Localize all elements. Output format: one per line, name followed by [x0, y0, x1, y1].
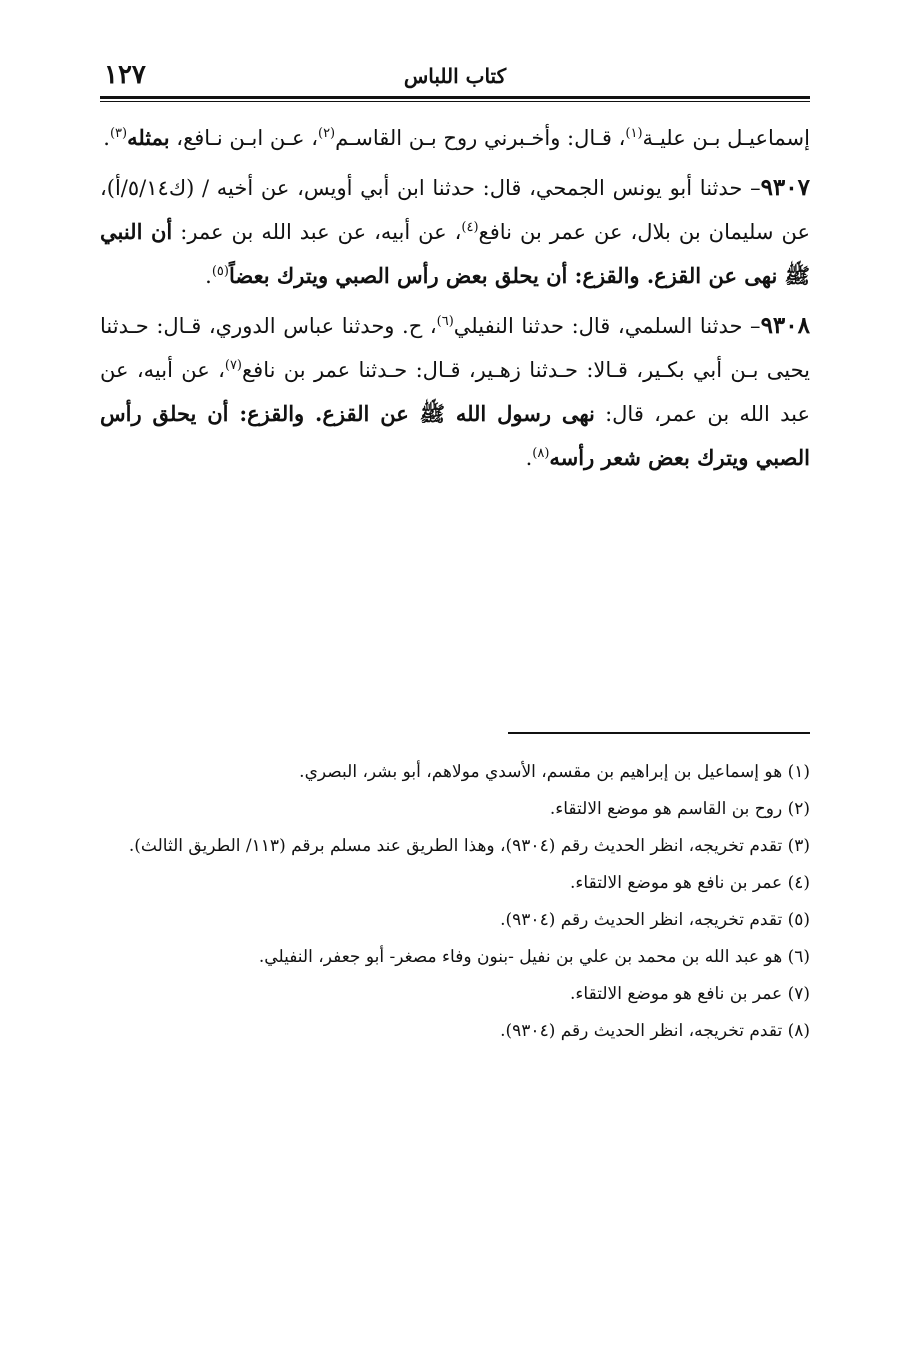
- footnote: (٧) عمر بن نافع هو موضع الالتقاء.: [570, 984, 810, 1004]
- footnote: (٥) تقدم تخريجه، انظر الحديث رقم (٩٣٠٤).: [500, 910, 810, 930]
- footnote: (٦) هو عبد الله بن محمد بن علي بن نفيل -بنون وفاء مصغر- أبو جعفر، النفيلي.: [258, 947, 810, 967]
- text-span: ، عن أبيه، عن عبد الله بن عمر:: [172, 220, 462, 244]
- main-text: [100, 116, 810, 486]
- footnote-ref: (٨): [532, 446, 550, 461]
- footnote-ref: (٣): [109, 126, 128, 141]
- page-number: ١٢٧: [104, 60, 146, 90]
- text-span: – حدثنا السلمي، قال: حدثنا النفيلي: [453, 314, 761, 338]
- text-span: .: [525, 446, 533, 470]
- footnote-separator: [508, 732, 810, 734]
- hadith-9307: [100, 166, 810, 298]
- text-span: إسماعيـل بـن عليـة: [642, 126, 810, 150]
- footnote-ref: (٥): [211, 264, 229, 279]
- text-span: .: [205, 264, 212, 288]
- text-span: ، قـال: وأخـبرني روح بـن القاسـم: [335, 126, 626, 150]
- text-span-bold: بمثله: [127, 125, 170, 150]
- footnote: (٤) عمر بن نافع هو موضع الالتقاء.: [570, 873, 810, 893]
- footnote-ref: (٦): [436, 314, 454, 329]
- footnote: (١) هو إسماعيل بن إبراهيم بن مقسم، الأسدي مولاهم، أبو بشر، البصري.: [299, 762, 810, 782]
- hadith-matn: نهى رسول الله ﷺ عن القزع. والقزع: أن يحلق رأس الصبي ويترك بعض شعر رأسه: [100, 401, 810, 470]
- footnote-ref: (٢): [317, 126, 336, 141]
- header-rule: [100, 96, 810, 102]
- footnote: (٨) تقدم تخريجه، انظر الحديث رقم (٩٣٠٤).: [500, 1021, 810, 1041]
- footnote: (٣) تقدم تخريجه، انظر الحديث رقم (٩٣٠٤)، وهذا الطريق عند مسلم برقم (١١٣/ الطريق الثالث).: [128, 836, 810, 856]
- footnote-ref: (٤): [461, 220, 479, 235]
- footnote: (٢) روح بن القاسم هو موضع الالتقاء.: [549, 799, 810, 819]
- paragraph-continuation: [100, 116, 810, 160]
- hadith-9308: [100, 304, 810, 480]
- text-span: ، عن أبيه، عن عبد الله بن عمر، قال:: [100, 358, 810, 426]
- chapter-title: كتاب اللباس: [403, 64, 507, 88]
- hadith-matn: أن النبي ﷺ نهى عن القزع. والقزع: أن يحلق بعض رأس الصبي ويترك بعضاً: [100, 219, 810, 288]
- text-span: ، ح. وحدثنا عباس الدوري، قـال: حـدثنا يحيى بـن أبي بكـير، قـالا: حـدثنا زهـير، قـال: حـدثنا عمر بن نافع: [100, 314, 810, 382]
- page-header: [100, 58, 810, 98]
- footnotes: [100, 754, 810, 1050]
- hadith-number: ٩٣٠٨: [760, 312, 810, 339]
- text-span: – حدثنا أبو يونس الجمحي، قال: حدثنا ابن أبي أويس، عن أخيه / (ك٥/١٤/أ)، عن سليمان بن بلال، عن عمر بن نافع: [100, 176, 810, 244]
- footnote-ref: (٧): [224, 358, 242, 373]
- text-span: .: [103, 126, 110, 150]
- text-span: ، عـن ابـن نـافع،: [169, 126, 318, 150]
- hadith-number: ٩٣٠٧: [760, 174, 810, 201]
- footnote-ref: (١): [625, 126, 643, 141]
